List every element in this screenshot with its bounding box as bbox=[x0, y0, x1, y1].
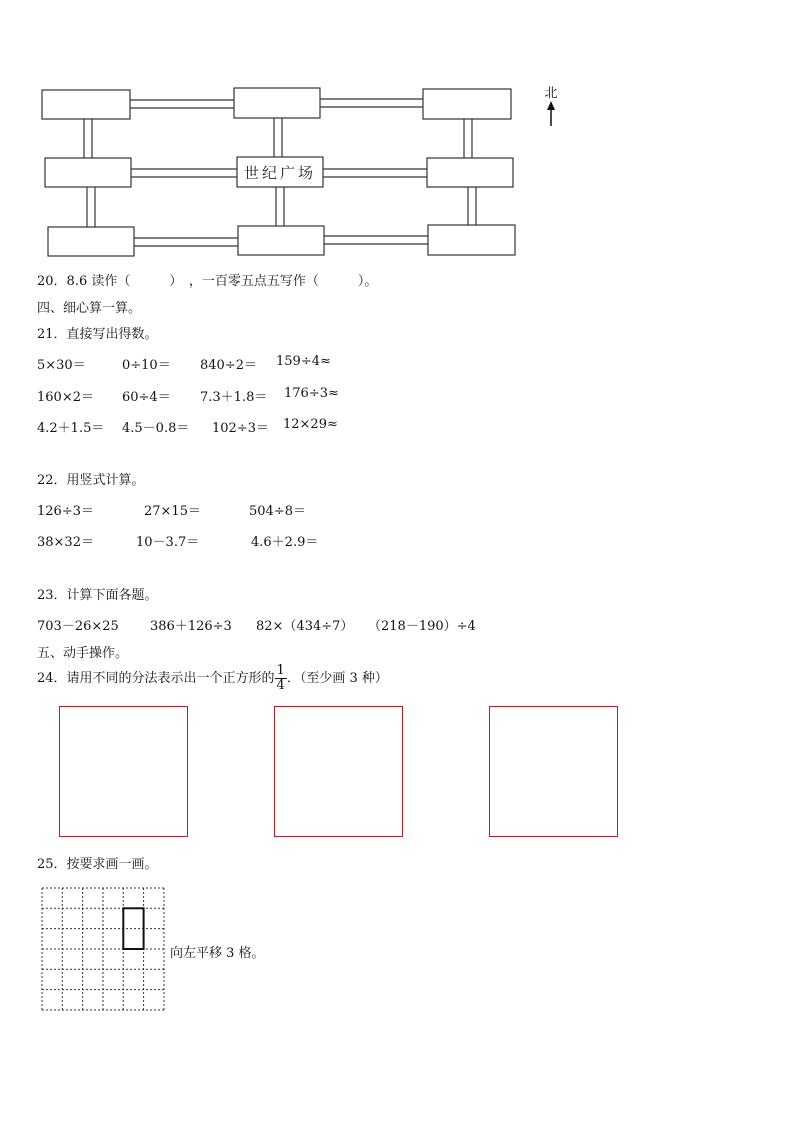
question-22-title: 22．用竖式计算。 bbox=[37, 473, 145, 488]
question-24 bbox=[37, 664, 388, 694]
q21-item: 0÷10＝ bbox=[122, 358, 171, 373]
map-box-top-middle bbox=[234, 88, 320, 118]
century-square-label: 世纪广场 bbox=[243, 164, 317, 182]
q24-prefix: 24．请用不同的分法表示出一个正方形的 bbox=[37, 671, 275, 686]
map-box-top-left bbox=[42, 90, 130, 119]
q21-item: 5×30＝ bbox=[37, 358, 86, 373]
q23-item: （218－190）÷4 bbox=[368, 619, 476, 634]
q21-item: 840÷2＝ bbox=[200, 358, 257, 373]
q24-suffix: ．（至少画 3 种） bbox=[286, 671, 388, 686]
q22-item: 4.6＋2.9＝ bbox=[251, 535, 319, 550]
question-23-title: 23．计算下面各题。 bbox=[37, 588, 158, 603]
map-diagram bbox=[0, 0, 600, 265]
q21-item: 176÷3≈ bbox=[284, 386, 339, 401]
map-box-top-right bbox=[423, 89, 511, 119]
q21-item: 7.3＋1.8＝ bbox=[200, 390, 268, 405]
section-4-heading: 四、细心算一算。 bbox=[37, 301, 142, 316]
q21-item: 4.5－0.8＝ bbox=[122, 421, 190, 436]
q23-item: 82×（434÷7） bbox=[256, 619, 354, 634]
q21-item: 159÷4≈ bbox=[276, 354, 331, 369]
section-5-heading: 五、动手操作。 bbox=[37, 646, 129, 661]
q21-item: 12×29≈ bbox=[283, 417, 338, 432]
q23-item: 703－26×25 bbox=[37, 619, 119, 634]
drawing-square-3[interactable] bbox=[489, 706, 618, 837]
q22-item: 27×15＝ bbox=[144, 504, 201, 519]
map-box-bottom-right bbox=[428, 225, 515, 255]
fraction-denominator: 4 bbox=[276, 678, 285, 693]
question-25-instruction: 向左平移 3 格。 bbox=[170, 946, 265, 961]
north-arrow-icon bbox=[547, 101, 555, 126]
q21-item: 4.2＋1.5＝ bbox=[37, 421, 105, 436]
map-box-bottom-middle bbox=[238, 226, 324, 255]
q21-item: 160×2＝ bbox=[37, 390, 94, 405]
question-25-title: 25．按要求画一画。 bbox=[37, 857, 158, 872]
fraction-numerator: 1 bbox=[276, 663, 285, 678]
q21-item: 102÷3＝ bbox=[212, 421, 269, 436]
q21-item: 60÷4＝ bbox=[122, 390, 171, 405]
drawing-square-2[interactable] bbox=[274, 706, 403, 837]
map-box-bottom-left bbox=[48, 227, 134, 256]
one-quarter-fraction bbox=[275, 664, 287, 693]
question-21-title: 21．直接写出得数。 bbox=[37, 327, 158, 342]
dotted-grid[interactable] bbox=[40, 886, 168, 1012]
q22-item: 126÷3＝ bbox=[37, 504, 94, 519]
q22-item: 504÷8＝ bbox=[249, 504, 306, 519]
map-box-middle-right bbox=[427, 158, 513, 187]
question-20: 20．8.6 读作（ ） ，一百零五点五写作（ ）。 bbox=[37, 274, 378, 289]
drawing-square-1[interactable] bbox=[59, 706, 188, 837]
q23-item: 386＋126÷3 bbox=[150, 619, 232, 634]
q22-item: 38×32＝ bbox=[37, 535, 94, 550]
north-label: 北 bbox=[544, 86, 558, 101]
q22-item: 10－3.7＝ bbox=[136, 535, 200, 550]
map-box-middle-left bbox=[45, 158, 131, 187]
